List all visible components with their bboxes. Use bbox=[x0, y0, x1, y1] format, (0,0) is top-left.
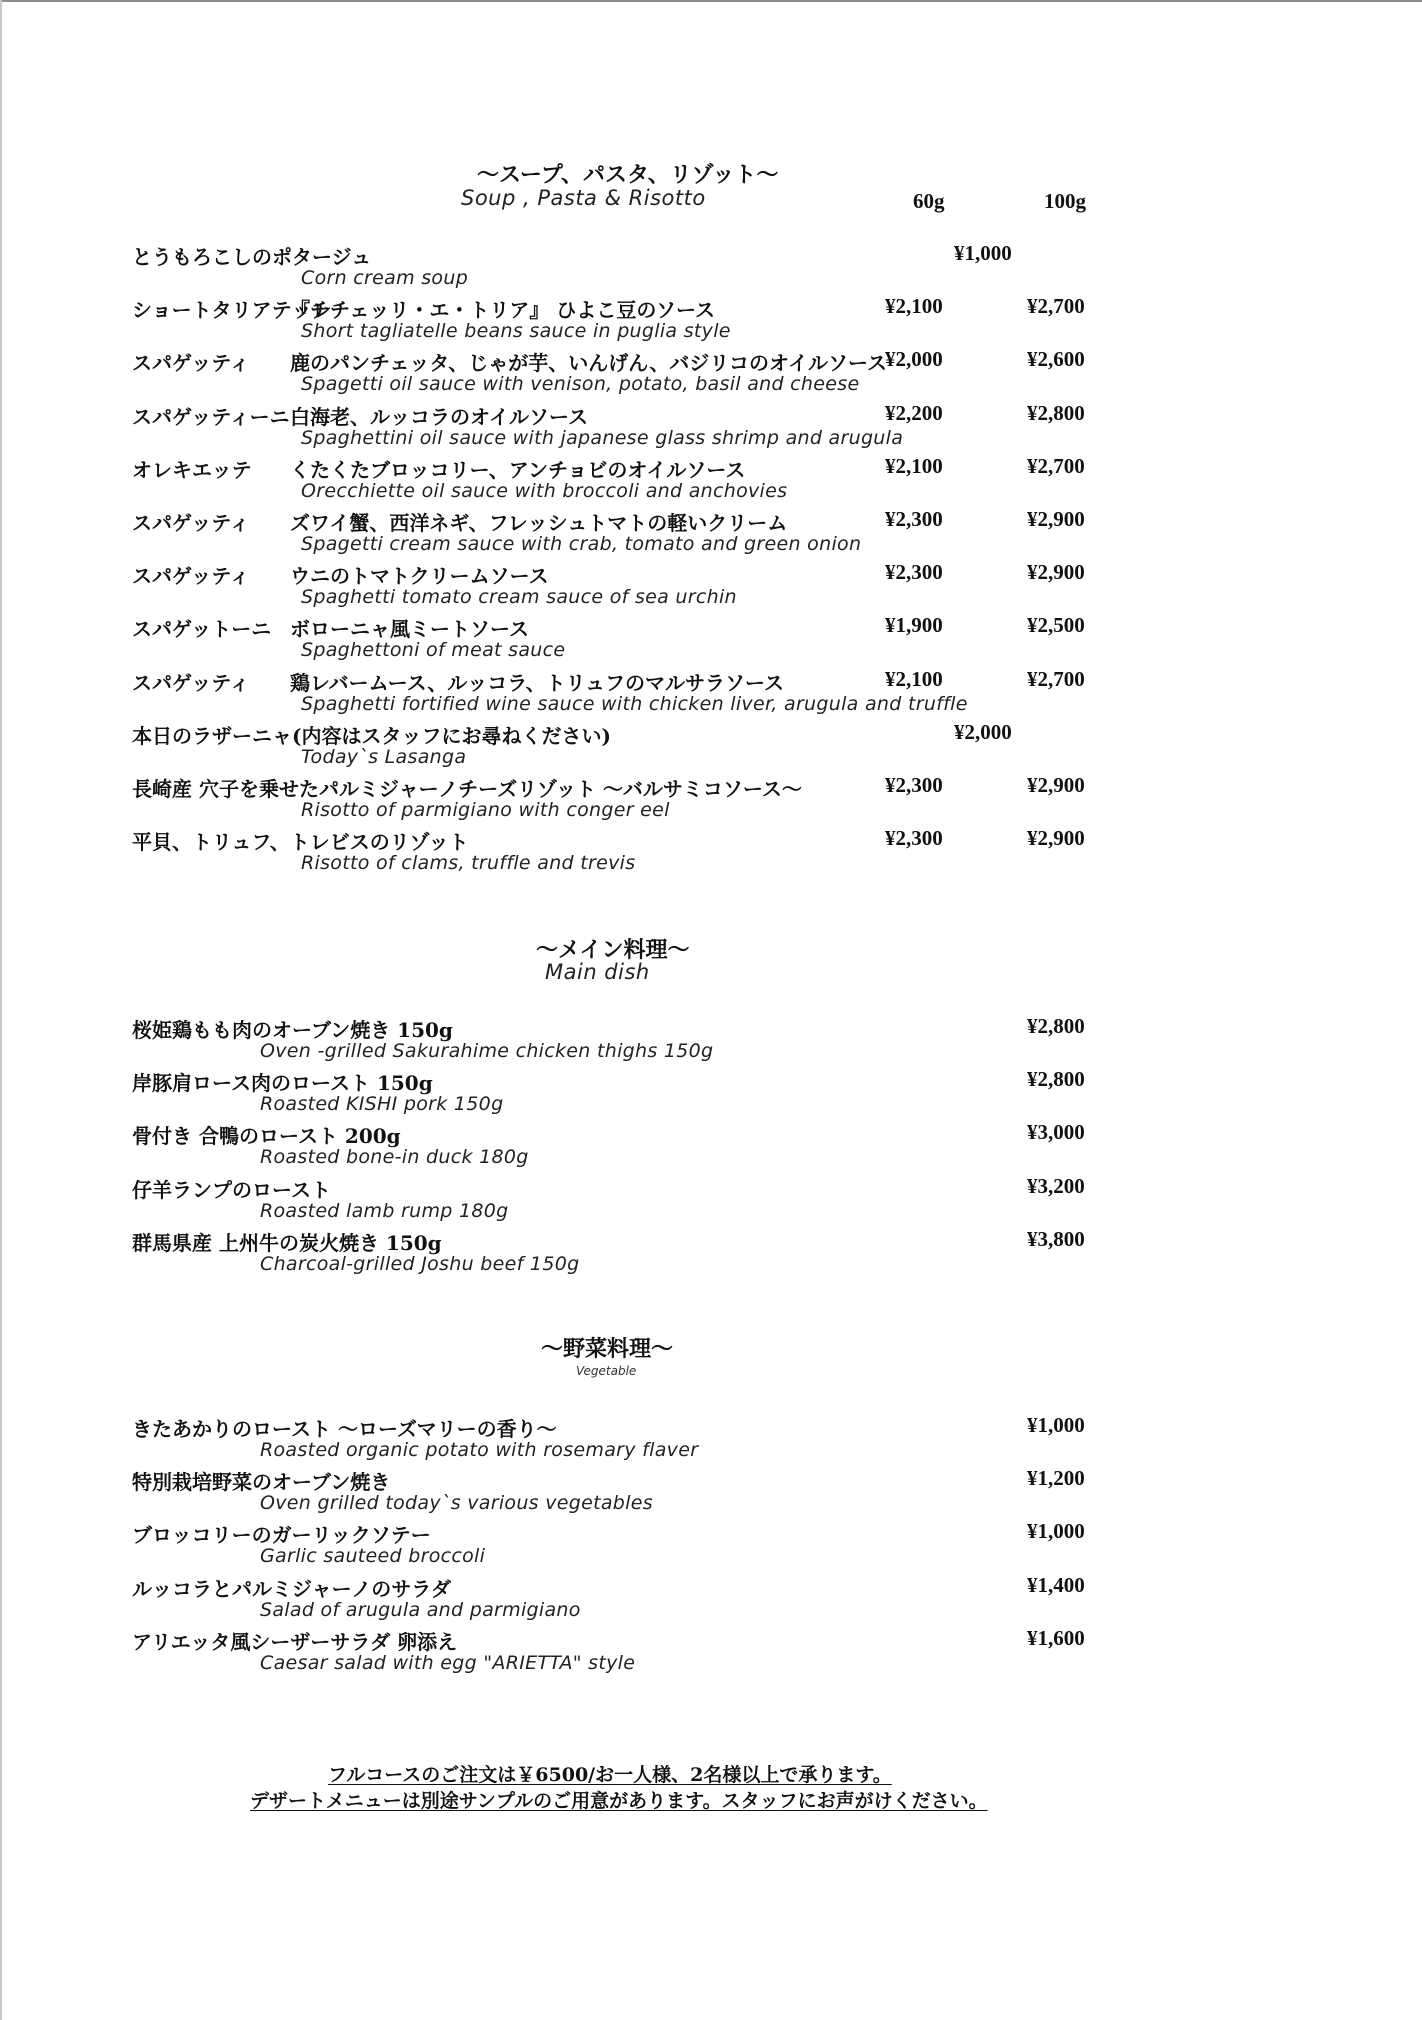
item-type-jp: ショートタリアテッレ bbox=[132, 298, 332, 322]
item-name-en: Today`s Lasanga bbox=[301, 746, 467, 768]
item-price-100g: ¥2,900 bbox=[1027, 826, 1085, 850]
item-type-jp: オレキエッテ bbox=[132, 458, 252, 482]
item-name-jp: 鶏レバームース、ルッコラ、トリュフのマルサラソース bbox=[290, 671, 784, 695]
item-name-en: Caesar salad with egg "ARIETTA" style bbox=[260, 1652, 636, 1674]
item-type-jp: スパゲッティ bbox=[132, 564, 250, 588]
item-name-en: Corn cream soup bbox=[301, 267, 469, 289]
item-name-jp: 鹿のパンチェッタ、じゃが芋、いんげん、バジリコのオイルソース bbox=[290, 351, 887, 375]
item-name-jp: アリエッタ風シーザーサラダ 卵添え bbox=[132, 1630, 458, 1654]
item-price: ¥1,000 bbox=[954, 241, 1012, 265]
item-name-en: Oven grilled today`s various vegetables bbox=[260, 1492, 653, 1514]
item-name-en: Oven -grilled Sakurahime chicken thighs 150g bbox=[260, 1040, 714, 1062]
item-price-100g: ¥2,700 bbox=[1027, 454, 1085, 478]
item-name-en: Garlic sauteed broccoli bbox=[260, 1545, 486, 1567]
item-name-en: Roasted lamb rump 180g bbox=[260, 1200, 509, 1222]
item-name-jp: 長崎産 穴子を乗せたパルミジャーノチーズリゾット ～バルサミコソース～ bbox=[132, 777, 802, 801]
item-name-jp: ウニのトマトクリームソース bbox=[290, 564, 549, 588]
item-price-60g: ¥2,300 bbox=[885, 560, 943, 584]
item-type-jp: スパゲッティ bbox=[132, 351, 250, 375]
item-name-jp: 群馬県産 上州牛の炭火焼き 150g bbox=[132, 1231, 442, 1255]
item-price-60g: ¥2,000 bbox=[885, 347, 943, 371]
item-type-jp: スパゲッティ bbox=[132, 671, 250, 695]
section-subtitle-vegetable: Vegetable bbox=[576, 1364, 637, 1378]
item-price-60g: ¥2,100 bbox=[885, 294, 943, 318]
item-name-jp: ズワイ蟹、西洋ネギ、フレッシュトマトの軽いクリーム bbox=[290, 511, 788, 535]
item-name-en: Risotto of clams, truffle and trevis bbox=[301, 852, 636, 874]
item-price: ¥1,600 bbox=[1027, 1626, 1085, 1650]
item-price-100g: ¥2,900 bbox=[1027, 560, 1085, 584]
item-price-100g: ¥2,900 bbox=[1027, 507, 1085, 531]
footer-full-course-note: フルコースのご注文は￥6500/お一人様、2名様以上で承ります。 bbox=[328, 1764, 892, 1786]
section-title-soup-pasta: 〜スープ、パスタ、リゾット〜 bbox=[477, 162, 779, 188]
item-price: ¥3,800 bbox=[1027, 1227, 1085, 1251]
item-name-jp: 骨付き 合鴨のロースト 200g bbox=[132, 1124, 401, 1148]
item-price: ¥1,400 bbox=[1027, 1573, 1085, 1597]
item-name-en: Charcoal-grilled Joshu beef 150g bbox=[260, 1253, 580, 1275]
item-price: ¥1,000 bbox=[1027, 1519, 1085, 1543]
item-name-jp: とうもろこしのポタージュ bbox=[132, 245, 372, 269]
item-price: ¥2,000 bbox=[954, 720, 1012, 744]
item-name-en: Orecchiette oil sauce with broccoli and anchovies bbox=[301, 480, 788, 502]
item-name-jp: 仔羊ランプのロースト bbox=[132, 1178, 331, 1202]
item-name-jp: きたあかりのロースト ～ローズマリーの香り～ bbox=[132, 1417, 557, 1441]
item-name-jp: 『チチェッリ・エ・トリア』 ひよこ豆のソース bbox=[290, 298, 715, 322]
item-name-jp: 平貝、トリュフ、トレビスのリゾット bbox=[132, 830, 469, 854]
item-type-jp: スパゲッティーニ bbox=[132, 405, 290, 429]
item-name-jp: くたくたブロッコリー、アンチョビのオイルソース bbox=[290, 458, 746, 482]
item-price-100g: ¥2,500 bbox=[1027, 613, 1085, 637]
item-name-en: Roasted KISHI pork 150g bbox=[260, 1093, 504, 1115]
item-name-jp: 岸豚肩ロース肉のロースト 150g bbox=[132, 1071, 433, 1095]
section-title-vegetable: 〜野菜料理〜 bbox=[541, 1336, 674, 1362]
item-type-jp: スパゲッティ bbox=[132, 511, 250, 535]
item-price: ¥2,800 bbox=[1027, 1067, 1085, 1091]
item-name-en: Spagetti cream sauce with crab, tomato and green onion bbox=[301, 533, 862, 555]
footer-dessert-note: デザートメニューは別途サンプルのご用意があります。スタッフにお声がけください。 bbox=[250, 1790, 988, 1812]
item-name-jp: ブロッコリーのガーリックソテー bbox=[132, 1523, 431, 1547]
item-name-en: Spaghetti tomato cream sauce of sea urchin bbox=[301, 586, 737, 608]
item-name-en: Spaghettini oil sauce with japanese glass shrimp and arugula bbox=[301, 427, 904, 449]
item-price-100g: ¥2,700 bbox=[1027, 667, 1085, 691]
item-price: ¥2,800 bbox=[1027, 1014, 1085, 1038]
item-type-jp: スパゲットーニ bbox=[132, 617, 272, 641]
item-price: ¥1,000 bbox=[1027, 1413, 1085, 1437]
item-name-en: Salad of arugula and parmigiano bbox=[260, 1599, 581, 1621]
item-price-100g: ¥2,800 bbox=[1027, 401, 1085, 425]
item-name-en: Spaghettoni of meat sauce bbox=[301, 639, 566, 661]
item-name-jp: 白海老、ルッコラのオイルソース bbox=[290, 405, 588, 429]
top-border bbox=[0, 0, 1422, 2]
size-header-60g: 60g bbox=[913, 189, 945, 213]
item-price-60g: ¥2,100 bbox=[885, 454, 943, 478]
item-name-en: Spagetti oil sauce with venison, potato, basil and cheese bbox=[301, 373, 860, 395]
item-price-60g: ¥2,300 bbox=[885, 826, 943, 850]
item-price-60g: ¥1,900 bbox=[885, 613, 943, 637]
section-title-main: 〜メイン料理〜 bbox=[536, 937, 690, 963]
size-header-100g: 100g bbox=[1044, 189, 1086, 213]
item-name-jp: ボローニャ風ミートソース bbox=[290, 617, 529, 641]
item-price-60g: ¥2,300 bbox=[885, 773, 943, 797]
item-price-100g: ¥2,900 bbox=[1027, 773, 1085, 797]
item-price-100g: ¥2,700 bbox=[1027, 294, 1085, 318]
item-name-en: Spaghetti fortified wine sauce with chicken liver, arugula and truffle bbox=[301, 693, 968, 715]
item-price-100g: ¥2,600 bbox=[1027, 347, 1085, 371]
item-name-en: Risotto of parmigiano with conger eel bbox=[301, 799, 670, 821]
item-price-60g: ¥2,200 bbox=[885, 401, 943, 425]
item-price-60g: ¥2,300 bbox=[885, 507, 943, 531]
item-price: ¥3,000 bbox=[1027, 1120, 1085, 1144]
item-name-jp: 特別栽培野菜のオーブン焼き bbox=[132, 1470, 391, 1494]
left-border bbox=[0, 0, 2, 2020]
item-name-jp: ルッコラとパルミジャーノのサラダ bbox=[132, 1577, 451, 1601]
item-name-en: Short tagliatelle beans sauce in puglia style bbox=[301, 320, 731, 342]
item-price: ¥3,200 bbox=[1027, 1174, 1085, 1198]
item-price-60g: ¥2,100 bbox=[885, 667, 943, 691]
item-name-en: Roasted organic potato with rosemary flaver bbox=[260, 1439, 699, 1461]
item-name-jp: 桜姫鶏もも肉のオーブン焼き 150g bbox=[132, 1018, 453, 1042]
section-subtitle-main: Main dish bbox=[545, 960, 650, 984]
item-price: ¥1,200 bbox=[1027, 1466, 1085, 1490]
section-subtitle-soup-pasta: Soup , Pasta & Risotto bbox=[461, 186, 706, 210]
item-name-en: Roasted bone-in duck 180g bbox=[260, 1146, 529, 1168]
item-name-jp: 本日のラザーニャ(内容はスタッフにお尋ねください) bbox=[132, 724, 611, 748]
